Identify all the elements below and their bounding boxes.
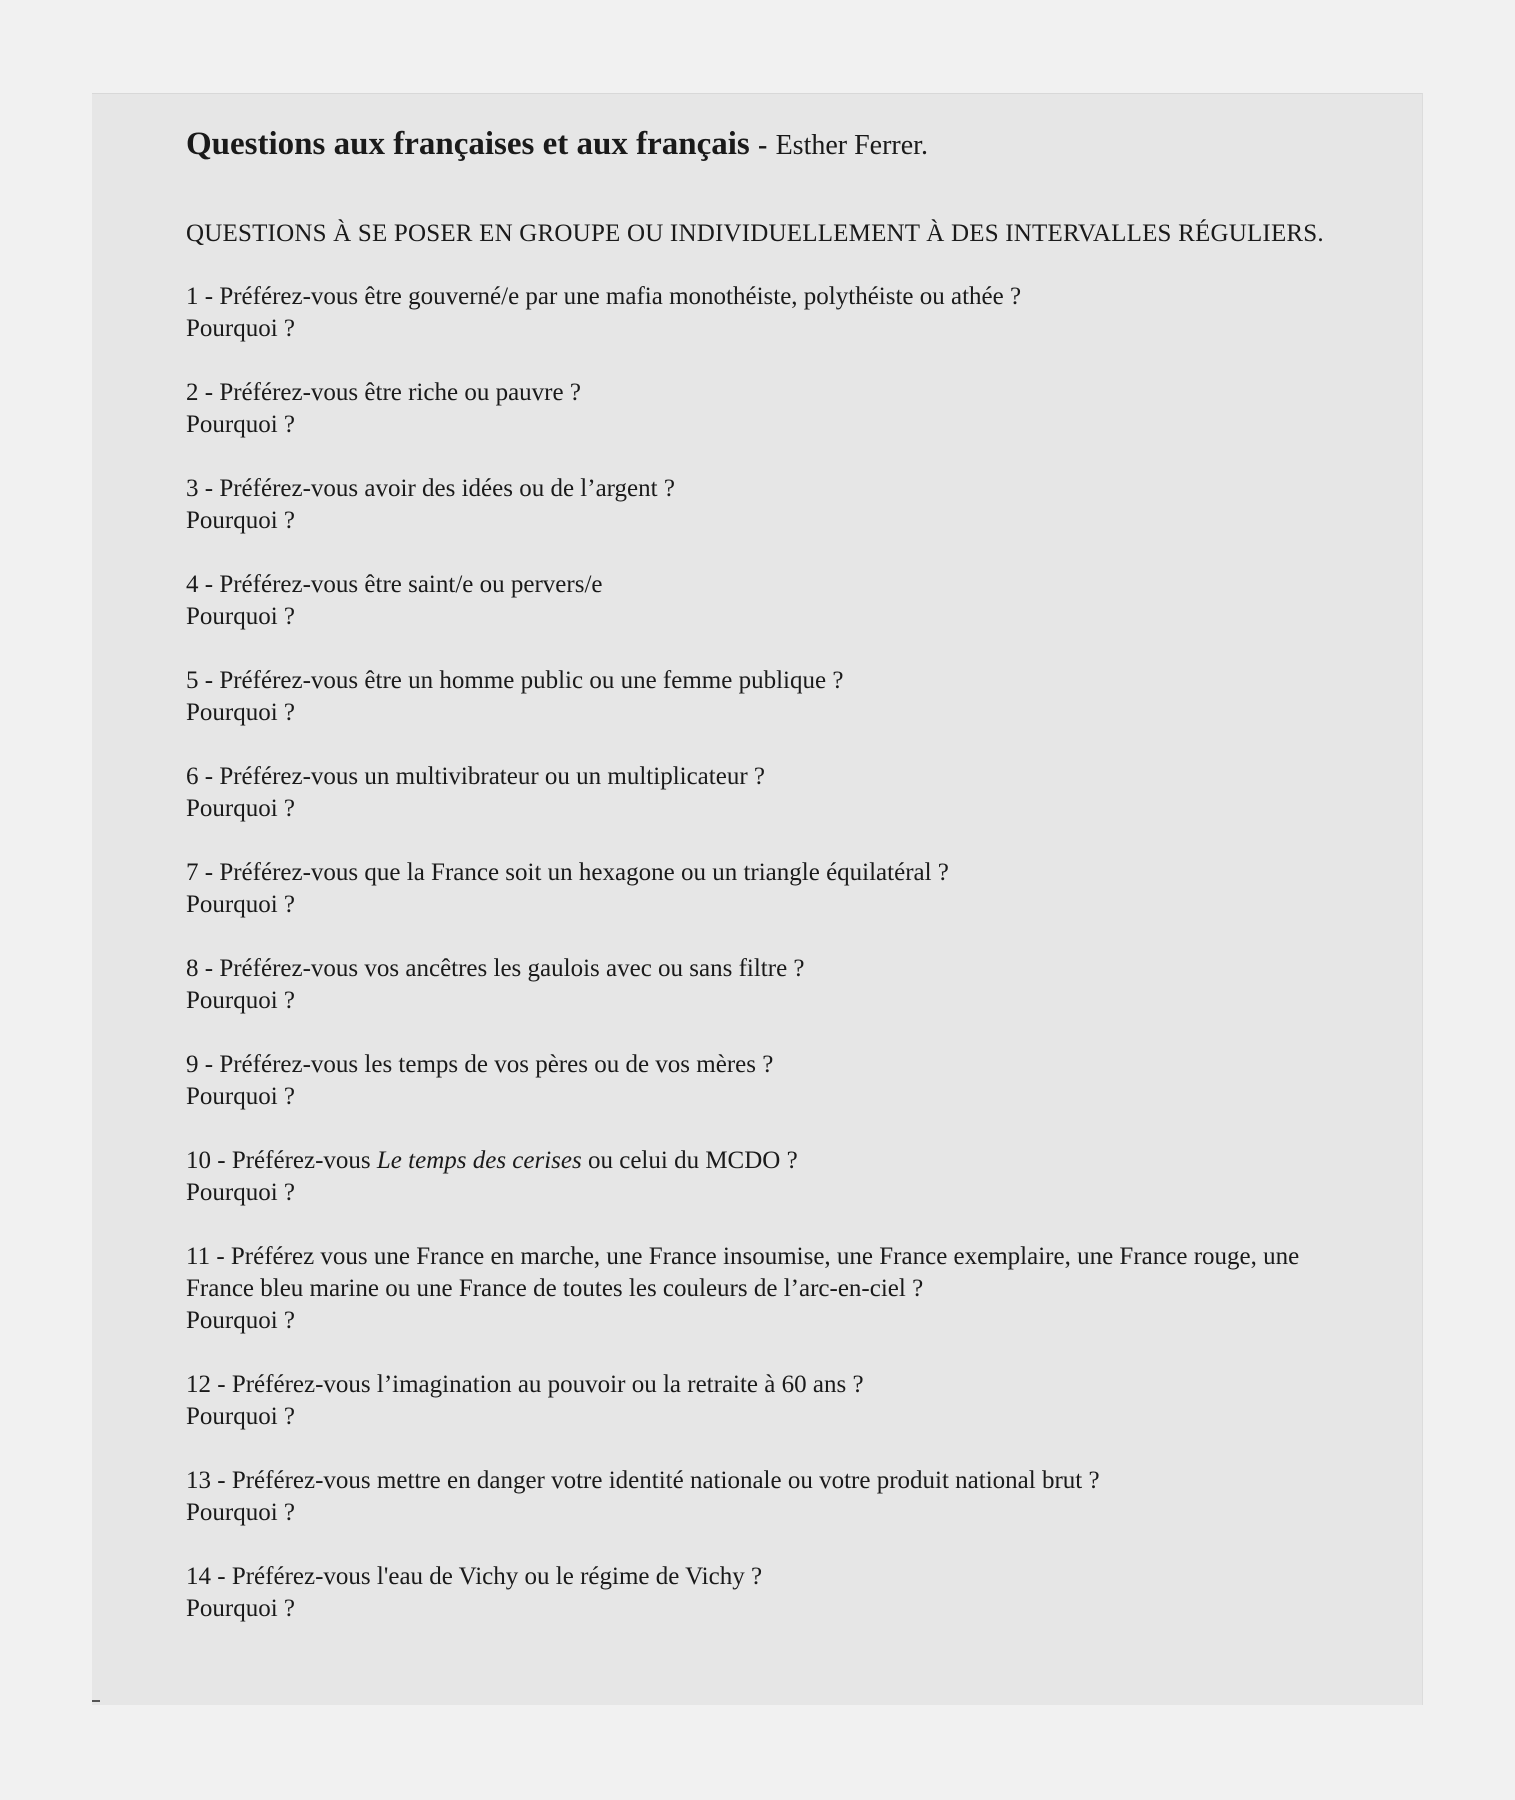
question-text [186,761,1336,793]
question-item [186,953,1336,1017]
document-page [92,93,1423,1705]
question-text [186,1369,1336,1401]
question-number: 3 - [186,475,219,502]
question-body: Préférez-vous être gouverné/e par une mafia monothéiste, polythéiste ou athée ? [219,283,1022,310]
question-followup: Pourquoi ? [186,795,296,822]
question-text [186,1465,1336,1497]
question-text [186,665,1336,697]
question-number: 1 - [186,283,219,310]
question-number: 6 - [186,763,219,790]
question-number: 8 - [186,955,219,982]
question-number: 10 - [186,1147,232,1174]
question-text [186,1145,1336,1177]
question-followup: Pourquoi ? [186,1179,296,1206]
question-item [186,761,1336,825]
question-item [186,1241,1336,1337]
question-text [186,1049,1336,1081]
document-title-line [186,124,1336,166]
question-item [186,473,1336,537]
question-item [186,1369,1336,1433]
question-number: 9 - [186,1051,219,1078]
question-body: Préférez vous une France en marche, une France insoumise, une France exemplaire, une France rouge, une France bleu marine ou une France de toutes les couleurs de l’arc-en-ciel ? [186,1243,1300,1302]
question-followup: Pourquoi ? [186,1307,296,1334]
question-body: Préférez-vous être riche ou pauvre ? [219,379,581,406]
question-body-start: Préférez-vous [231,1147,371,1174]
question-followup: Pourquoi ? [186,987,296,1014]
question-item [186,569,1336,633]
question-text [186,1241,1336,1305]
title-separator: - [758,130,768,161]
question-body: Préférez-vous être saint/e ou pervers/e [219,571,603,598]
document-author: Esther Ferrer. [775,130,928,161]
question-followup: Pourquoi ? [186,891,296,918]
question-body: Préférez-vous vos ancêtres les gaulois avec ou sans filtre ? [219,955,805,982]
question-body: Préférez-vous l'eau de Vichy ou le régime de Vichy ? [231,1563,763,1590]
document-content [186,124,1336,1657]
intro-heading: QUESTIONS À SE POSER EN GROUPE OU INDIVIDUELLEMENT À DES INTERVALLES RÉGULIERS. [186,220,1324,247]
question-item [186,377,1336,441]
question-number: 14 - [186,1563,232,1590]
question-number: 11 - [186,1243,231,1270]
question-text [186,857,1336,889]
question-followup: Pourquoi ? [186,1499,296,1526]
questions-list [186,281,1336,1625]
question-text [186,1561,1336,1593]
question-item [186,281,1336,345]
question-number: 4 - [186,571,219,598]
question-body: Préférez-vous que la France soit un hexagone ou un triangle équilatéral ? [219,859,949,886]
question-text [186,953,1336,985]
question-text [186,473,1336,505]
question-followup: Pourquoi ? [186,1403,296,1430]
question-body: Préférez-vous l’imagination au pouvoir ou la retraite à 60 ans ? [231,1371,864,1398]
question-number: 5 - [186,667,219,694]
question-number: 2 - [186,379,219,406]
question-text [186,569,1336,601]
question-item [186,857,1336,921]
question-body: Préférez-vous un multivibrateur ou un multiplicateur ? [219,763,765,790]
question-followup: Pourquoi ? [186,411,296,438]
question-item [186,665,1336,729]
question-body: Préférez-vous mettre en danger votre identité nationale ou votre produit national brut ? [231,1467,1100,1494]
song-title: Le temps des cerises [376,1147,582,1174]
question-followup: Pourquoi ? [186,603,296,630]
question-text [186,377,1336,409]
question-followup: Pourquoi ? [186,507,296,534]
question-followup: Pourquoi ? [186,699,296,726]
question-body: Préférez-vous les temps de vos pères ou de vos mères ? [219,1051,774,1078]
question-body: Préférez-vous être un homme public ou une femme publique ? [219,667,844,694]
question-followup: Pourquoi ? [186,1083,296,1110]
question-item [186,1145,1336,1209]
question-number: 7 - [186,859,219,886]
question-number: 13 - [186,1467,232,1494]
question-item [186,1561,1336,1625]
question-followup: Pourquoi ? [186,315,296,342]
question-item [186,1049,1336,1113]
scan-mark [92,1700,100,1702]
document-title: Questions aux françaises et aux français [186,126,750,162]
question-followup: Pourquoi ? [186,1595,296,1622]
question-item [186,1465,1336,1529]
question-text [186,281,1336,313]
question-body-end: ou celui du MCDO ? [587,1147,798,1174]
question-body: Préférez-vous avoir des idées ou de l’argent ? [219,475,675,502]
question-number: 12 - [186,1371,232,1398]
